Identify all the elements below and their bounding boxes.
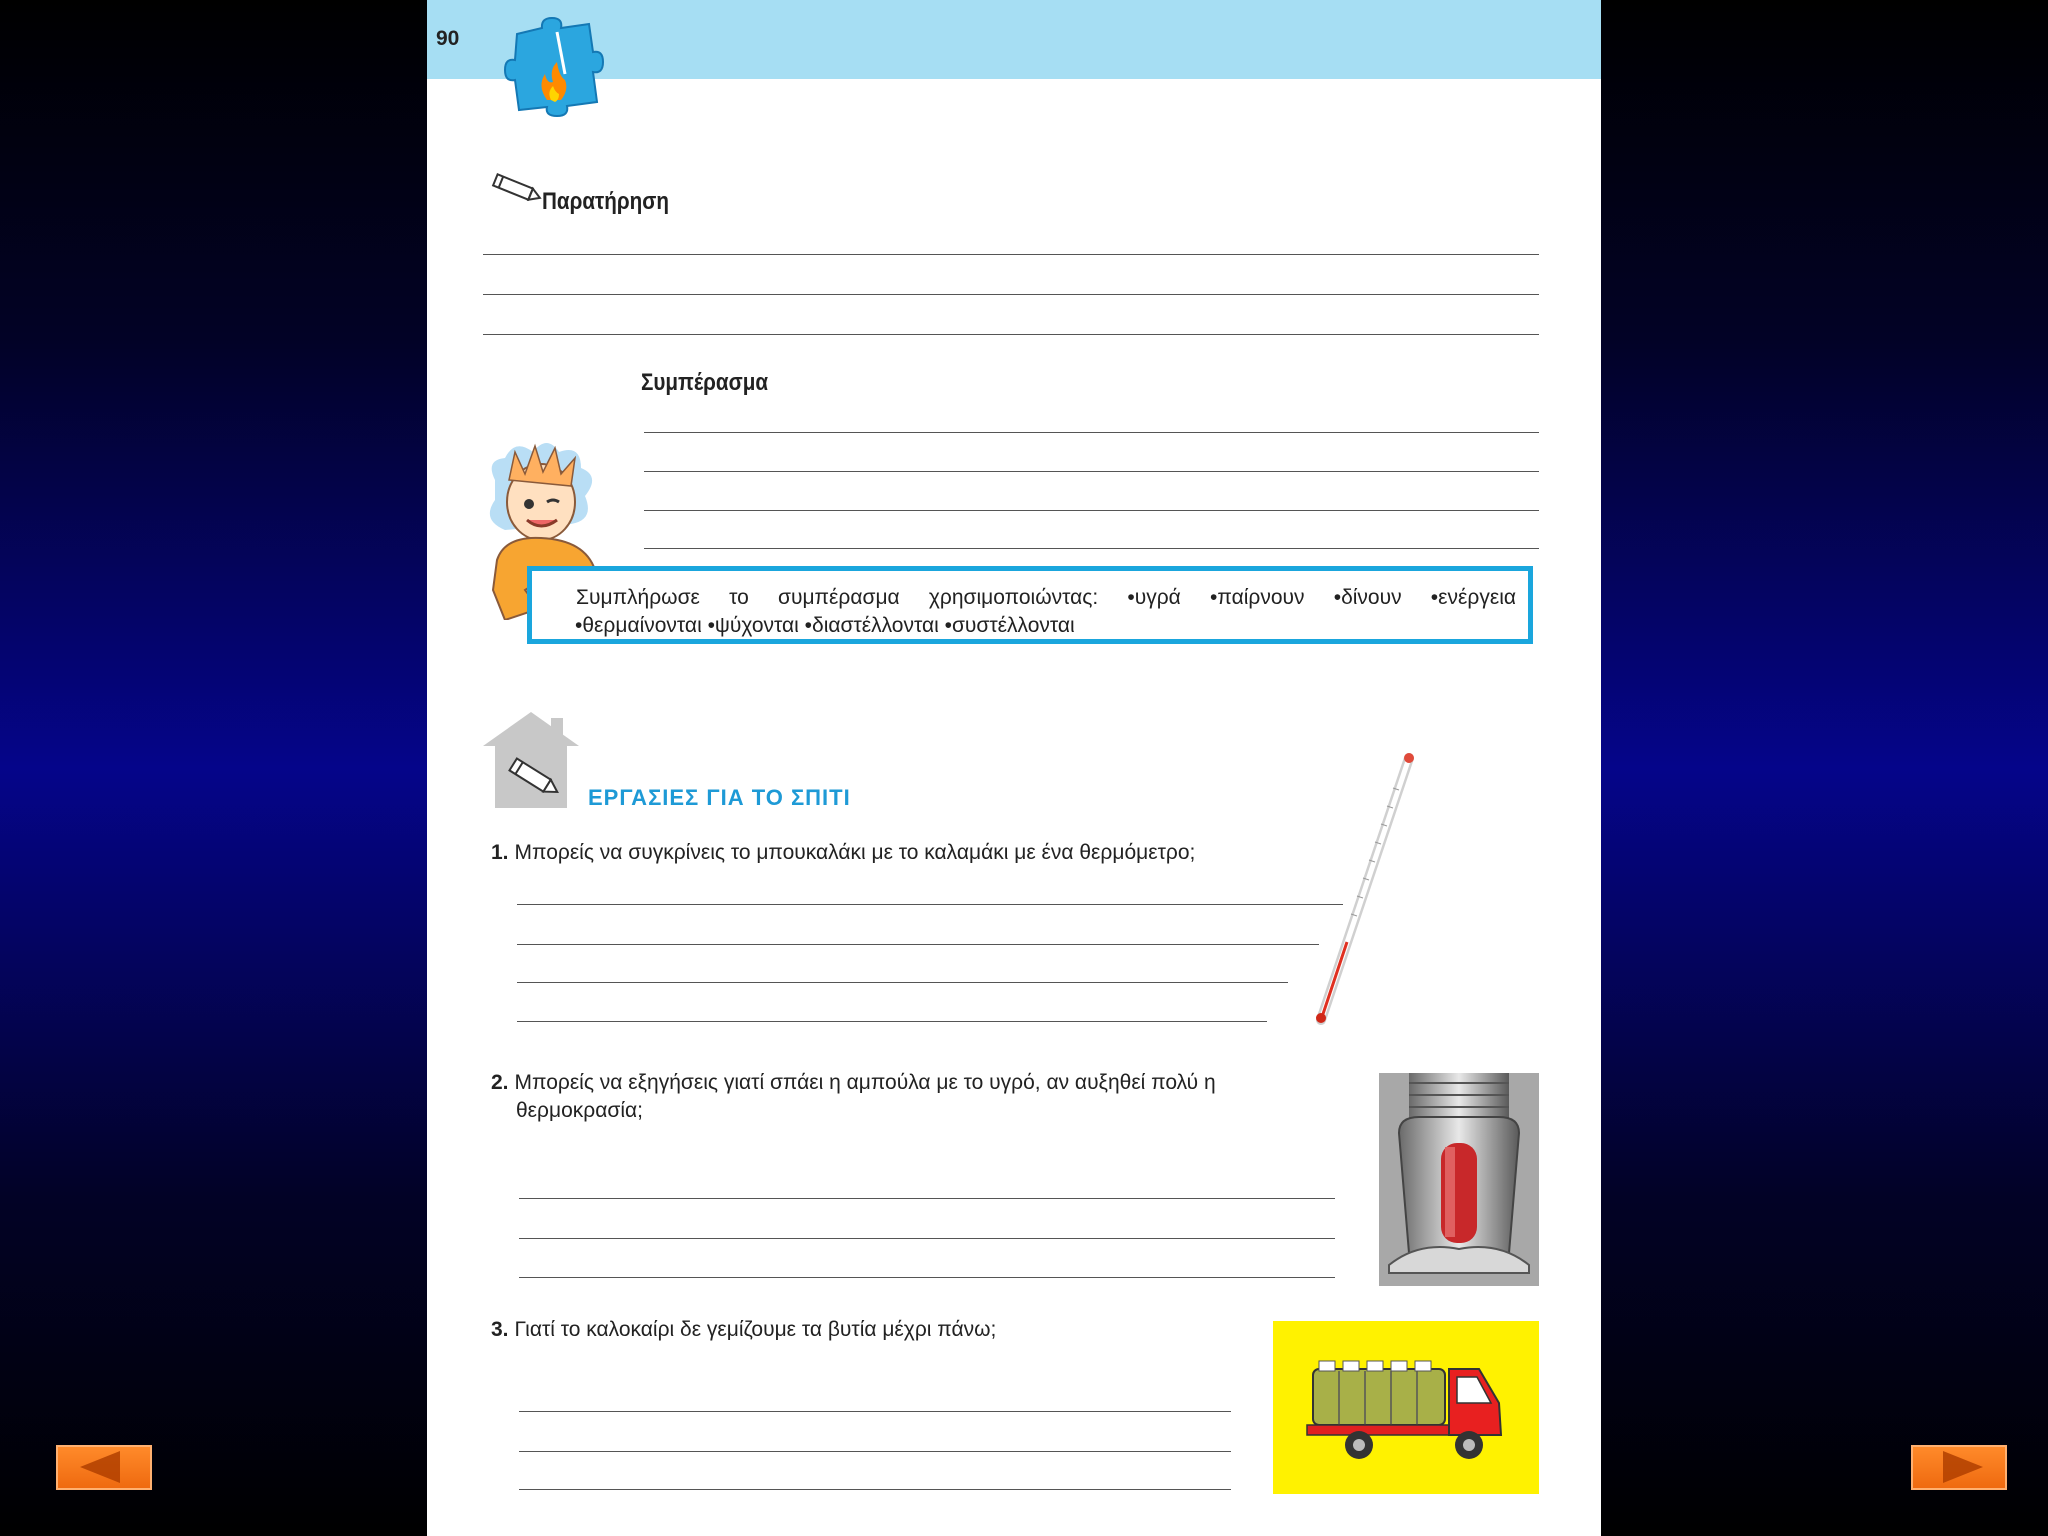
observation-heading: Παρατήρηση — [542, 188, 669, 215]
question-number: 1. — [491, 841, 509, 864]
answer-line[interactable] — [644, 548, 1539, 549]
answer-line[interactable] — [519, 1238, 1335, 1239]
question-2-continuation: θερμοκρασία; — [516, 1099, 643, 1122]
answer-line[interactable] — [644, 510, 1539, 511]
question-number: 2. — [491, 1071, 509, 1094]
pencil-icon — [487, 170, 543, 210]
answer-line[interactable] — [519, 1451, 1231, 1452]
answer-line[interactable] — [517, 944, 1319, 945]
question-3 — [491, 1316, 996, 1344]
arrow-right-icon — [1913, 1447, 2005, 1488]
question-text: Μπορείς να εξηγήσεις γιατί σπάει η αμπούλα με το υγρό, αν αυξηθεί πολύ η — [514, 1071, 1216, 1094]
house-pencil-icon — [483, 712, 579, 808]
question-text: Γιατί το καλοκαίρι δε γεμίζουμε τα βυτία μέχρι πάνω; — [514, 1318, 997, 1341]
conclusion-heading: Συμπέρασμα — [641, 369, 769, 396]
next-page-button[interactable] — [1911, 1445, 2007, 1490]
fill-instruction-text: Συμπλήρωσε το συμπέρασμα χρησιμοποιώντας: •υγρά •παίρνουν •δίνουν •ενέργεια — [576, 586, 1516, 609]
answer-line[interactable] — [483, 254, 1539, 255]
arrow-left-icon — [58, 1447, 150, 1488]
answer-line[interactable] — [519, 1277, 1335, 1278]
homework-title: ΕΡΓΑΣΙΕΣ ΓΙΑ ΤΟ ΣΠΙΤΙ — [588, 785, 851, 810]
page-number: 90 — [436, 27, 460, 50]
tanker-truck-image — [1273, 1321, 1539, 1494]
workbook-page — [427, 0, 1601, 1536]
puzzle-flame-icon — [497, 14, 609, 122]
fill-word-list: •θερμαίνονται •ψύχονται •διαστέλλονται •συστέλλονται — [575, 614, 1075, 637]
answer-line[interactable] — [483, 334, 1539, 335]
answer-line[interactable] — [519, 1489, 1231, 1490]
answer-line[interactable] — [519, 1411, 1231, 1412]
answer-line[interactable] — [517, 904, 1343, 905]
fill-instruction-box — [527, 566, 1533, 644]
answer-line[interactable] — [644, 471, 1539, 472]
thermometer-image — [1307, 750, 1427, 1030]
answer-line[interactable] — [517, 982, 1288, 983]
question-number: 3. — [491, 1318, 509, 1341]
previous-page-button[interactable] — [56, 1445, 152, 1490]
answer-line[interactable] — [644, 432, 1539, 433]
answer-line[interactable] — [483, 294, 1539, 295]
answer-line[interactable] — [519, 1198, 1335, 1199]
question-1 — [491, 839, 1195, 867]
sprinkler-ampoule-image — [1379, 1073, 1539, 1286]
question-text: Μπορείς να συγκρίνεις το μπουκαλάκι με το καλαμάκι με ένα θερμόμετρο; — [514, 841, 1196, 864]
question-2 — [491, 1069, 1216, 1097]
answer-line[interactable] — [517, 1021, 1267, 1022]
